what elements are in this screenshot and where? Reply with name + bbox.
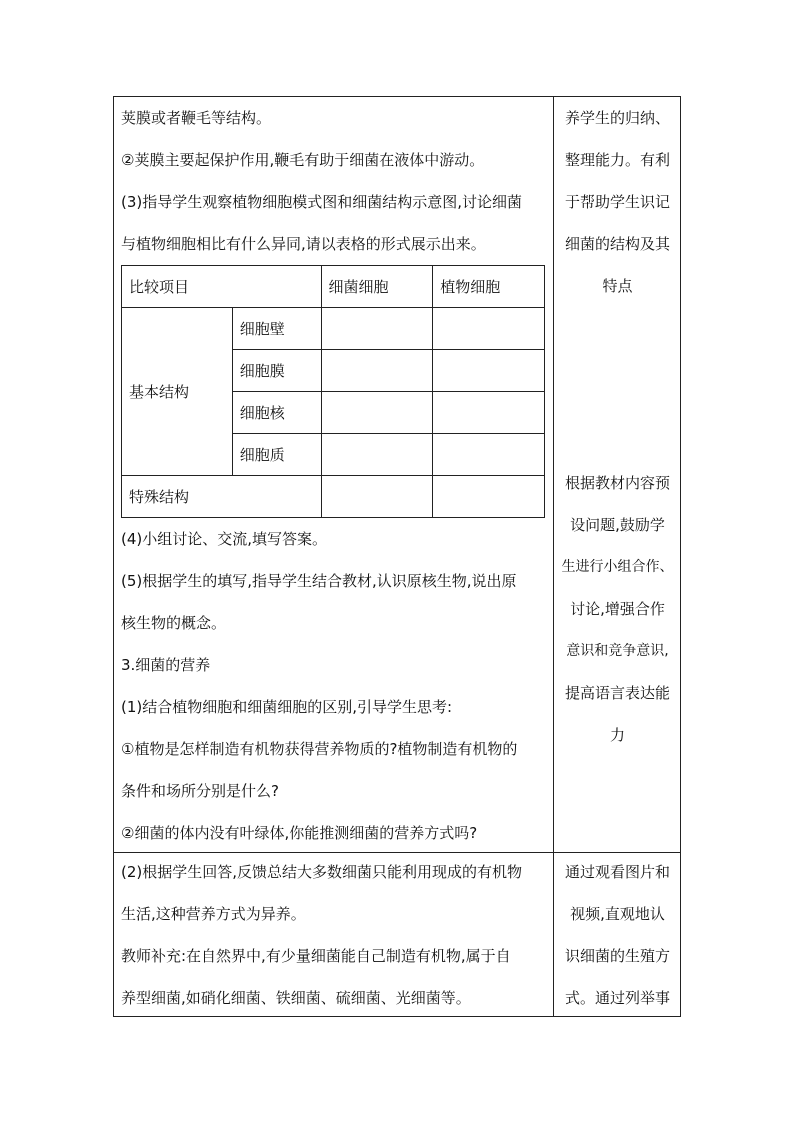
text-line: 识细菌的生殖方 [564,947,670,965]
text-line: 讨论,增强合作 [570,600,665,618]
text-line: 生进行小组合作、 [561,559,674,575]
table-cell [321,350,433,392]
row-label: 特殊结构 [122,476,322,518]
text-line: 力 [609,726,625,744]
text-line: 教师补充:在自然界中,有少量细菌能自己制造有机物,属于自 [121,947,511,965]
text-line: (4)小组讨论、交流,填写答案。 [121,530,328,548]
text-line: 整理能力。有利 [564,151,670,169]
lesson-plan-table [113,96,681,1017]
text-line: (5)根据学生的填写,指导学生结合教材,认识原核生物,说出原 [121,572,517,590]
table-cell [321,308,433,350]
table-cell [321,476,433,518]
text-line: 条件和场所分别是什么? [121,782,279,800]
text-line: (2)根据学生回答,反馈总结大多数细菌只能利用现成的有机物 [121,863,523,881]
text-line: 生活,这种营养方式为异养。 [121,905,306,923]
text-line: 养学生的归纳、 [564,109,670,127]
text-line: 根据教材内容预 [564,474,670,492]
text-line: ①植物是怎样制造有机物获得营养物质的?植物制造有机物的 [121,740,518,758]
text-line: 荚膜或者鞭毛等结构。 [121,109,272,127]
text-line: 细菌的结构及其 [564,235,670,253]
text-line: 3.细菌的营养 [121,656,211,674]
text-line: 提高语言表达能 [564,684,670,702]
intent-cell-1 [554,97,681,853]
comparison-table [121,265,545,518]
row-label: 细胞膜 [232,350,321,392]
text-line: 特点 [602,277,633,295]
text-line: (3)指导学生观察植物细胞模式图和细菌结构示意图,讨论细菌 [121,193,523,211]
table-header: 植物细胞 [433,266,545,308]
text-line: 养型细菌,如硝化细菌、铁细菌、硫细菌、光细菌等。 [121,989,471,1007]
table-header: 细菌细胞 [321,266,433,308]
row-label: 细胞核 [232,392,321,434]
text-line: 核生物的概念。 [121,614,227,632]
row-label: 细胞壁 [232,308,321,350]
text-line: ②细菌的体内没有叶绿体,你能推测细菌的营养方式吗? [121,824,478,842]
table-cell [321,434,433,476]
text-line: 视频,直观地认 [570,905,665,923]
table-cell [433,308,545,350]
table-cell [433,350,545,392]
group-label: 基本结构 [122,308,233,476]
text-line: (1)结合植物细胞和细菌细胞的区别,引导学生思考: [121,698,453,716]
text-line: ②荚膜主要起保护作用,鞭毛有助于细菌在液体中游动。 [121,151,485,169]
table-cell [433,392,545,434]
row-label: 细胞质 [232,434,321,476]
text-line: 式。通过列举事 [564,989,670,1007]
text-line: 设问题,鼓励学 [570,516,665,534]
table-cell [433,476,545,518]
table-cell [433,434,545,476]
activity-cell-2 [114,853,554,1017]
table-header: 比较项目 [122,266,322,308]
text-line: 于帮助学生识记 [564,193,670,211]
table-cell [321,392,433,434]
text-line: 意识和竞争意识, [566,643,669,659]
text-line: 与植物细胞相比有什么异同,请以表格的形式展示出来。 [121,235,486,253]
activity-cell-1 [114,97,554,853]
text-line: 通过观看图片和 [564,863,670,881]
intent-cell-2 [554,853,681,1017]
